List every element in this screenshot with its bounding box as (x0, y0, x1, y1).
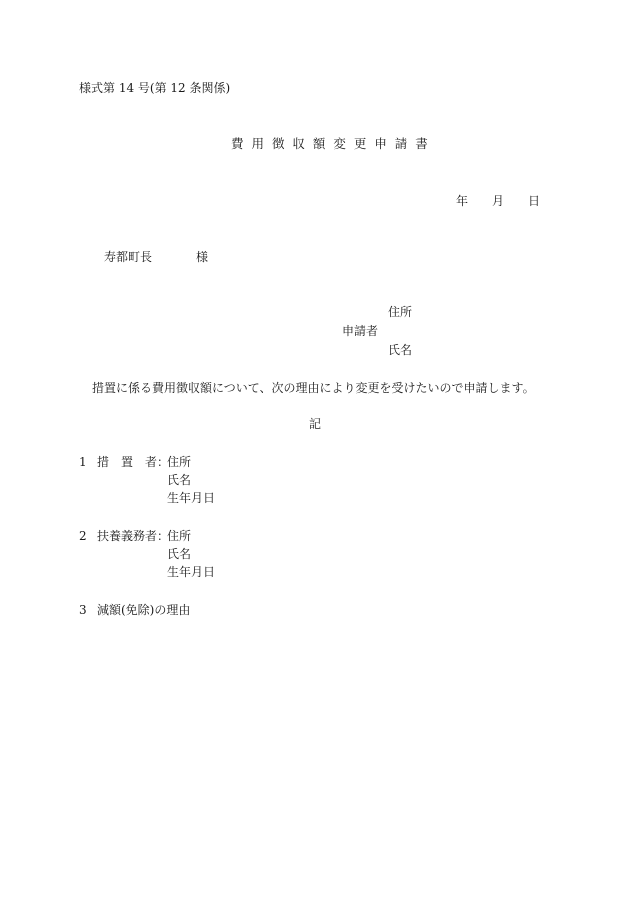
applicant-label: 申請者 (342, 324, 379, 338)
item-label: 減額(免除)の理由 (97, 603, 191, 617)
item-1-heading (79, 454, 191, 470)
item-label: 扶養義務者： (97, 529, 170, 543)
ki-mark: 記 (309, 417, 322, 431)
item-field: 氏名 (167, 547, 192, 561)
form-number: 様式第 14 号(第 12 条関係) (79, 81, 231, 95)
date-line: 年 月 日 (456, 194, 541, 208)
item-2-heading (79, 528, 191, 544)
item-field: 住所 (167, 529, 192, 543)
document-title: 費 用 徴 収 額 変 更 申 請 書 (231, 136, 430, 151)
item-3-heading (79, 602, 190, 618)
item-field: 住所 (167, 455, 192, 469)
applicant-name-label: 氏名 (388, 343, 413, 357)
item-number: 3 (79, 603, 87, 617)
item-field: 氏名 (167, 473, 192, 487)
applicant-address-label: 住所 (388, 305, 413, 319)
request-statement: 措置に係る費用徴収額について、次の理由により変更を受けたいので申請します。 (92, 381, 535, 395)
item-number: 2 (79, 529, 87, 543)
recipient-honorific: 様 (196, 250, 209, 264)
item-field: 生年月日 (167, 565, 216, 579)
item-number: 1 (79, 455, 87, 469)
item-field: 生年月日 (167, 491, 216, 505)
item-label: 措 置 者： (97, 455, 170, 469)
recipient-name: 寿都町長 (104, 250, 153, 264)
